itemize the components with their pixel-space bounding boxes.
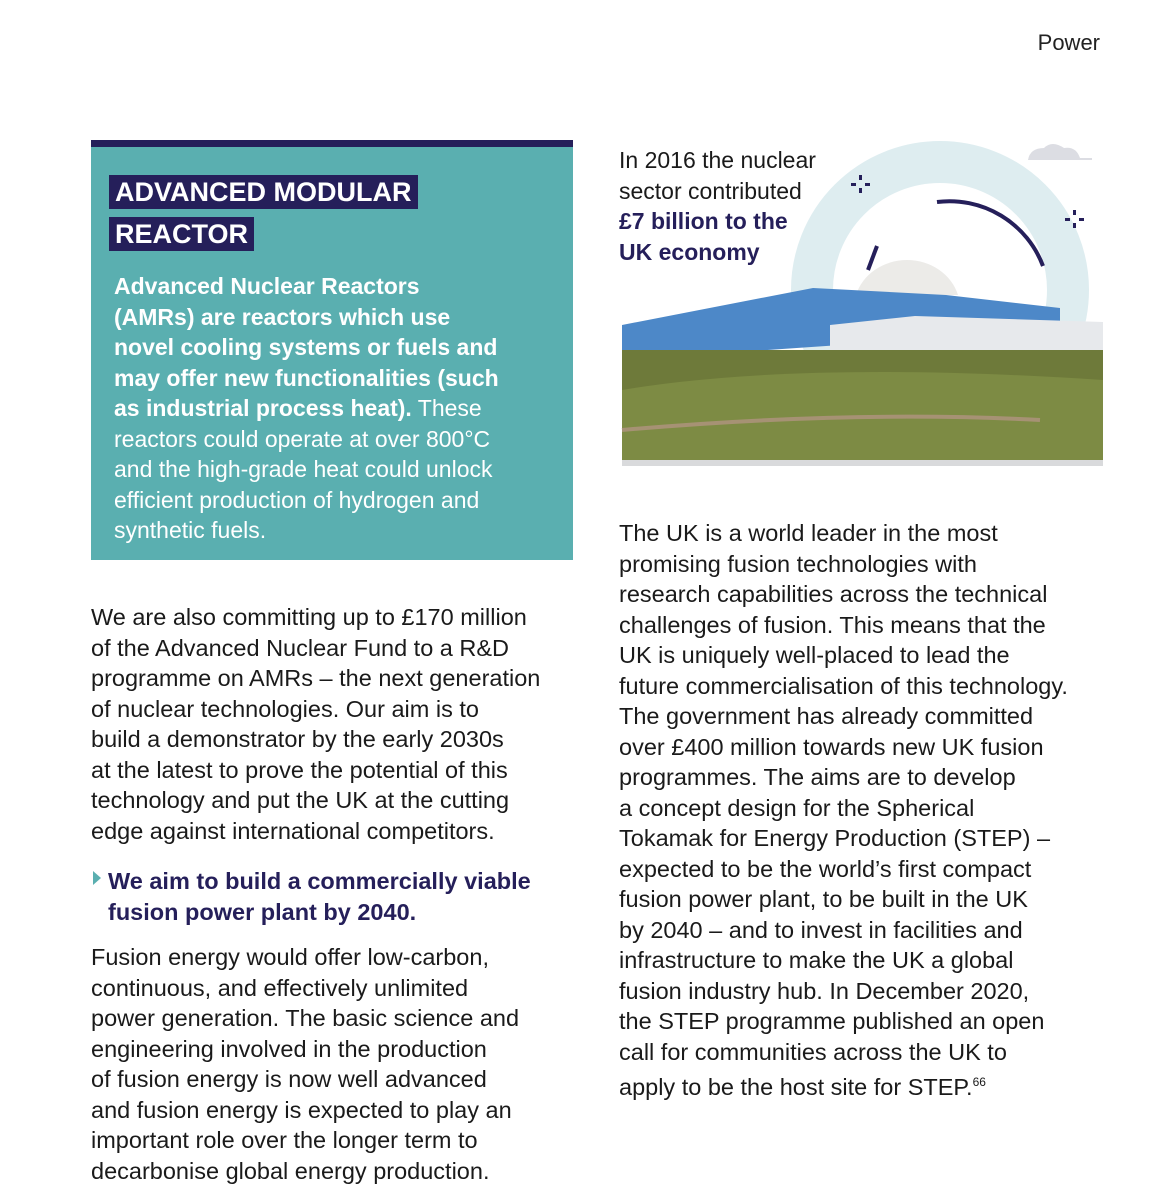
box-line: (AMRs) are reactors which use: [114, 303, 451, 330]
box-title: [109, 175, 418, 259]
text-line: fusion power plant, to be built in the UK: [619, 886, 1028, 912]
box-line: reactors could operate at over 800°C: [114, 425, 491, 452]
section-header: Power: [1037, 30, 1100, 55]
cloud-icon: [1026, 144, 1092, 160]
text-line: promising fusion technologies with: [619, 550, 977, 577]
arc-accent: [868, 246, 877, 270]
text-line: apply to be the host site for STEP.: [619, 1073, 973, 1100]
text-line: challenges of fusion. This means that the: [619, 611, 1046, 638]
text-line: of nuclear technologies. Our aim is to: [91, 695, 479, 722]
text-line: a concept design for the Spherical: [619, 794, 975, 821]
box-line: These: [411, 395, 482, 421]
text-line: call for communities across the UK to: [619, 1038, 1007, 1065]
text-line: future commercialisation of this technology.: [619, 672, 1068, 699]
text-line: the STEP programme published an open: [619, 1008, 1045, 1034]
text-line: Tokamak for Energy Production (STEP) –: [619, 825, 1051, 851]
callout-text: [108, 866, 531, 927]
footnote-ref[interactable]: 66: [972, 1075, 986, 1089]
text-line: We aim to build a commercially viable: [108, 868, 531, 894]
text-line: fusion industry hub. In December 2020,: [619, 977, 1030, 1004]
text-line: Fusion energy would offer low-carbon,: [91, 944, 489, 970]
box-line: efficient production of hydrogen and: [114, 486, 480, 513]
text-line: at the latest to prove the potential of this: [91, 756, 508, 783]
text-line: of the Advanced Nuclear Fund to a R&D: [91, 634, 510, 661]
amr-info-box: [91, 140, 573, 560]
stat-highlight: UK economy: [619, 238, 760, 265]
text-line: UK is uniquely well-placed to lead the: [619, 642, 1010, 668]
stat-highlight: £7 billion to the: [619, 208, 788, 234]
text-line: continuous, and effectively unlimited: [91, 974, 469, 1001]
left-paragraph-2: [91, 942, 519, 1186]
text-line: fusion power plant by 2040.: [108, 898, 417, 925]
text-line: over £400 million towards new UK fusion: [619, 733, 1044, 760]
text-line: The government has already committed: [619, 703, 1034, 729]
box-line: novel cooling systems or fuels and: [114, 334, 498, 360]
box-title-line: ADVANCED MODULAR: [109, 175, 418, 209]
box-line: as industrial process heat).: [114, 395, 412, 421]
text-line: build a demonstrator by the early 2030s: [91, 726, 504, 752]
text-line: technology and put the UK at the cutting: [91, 787, 510, 813]
right-paragraph: [619, 518, 1068, 1102]
text-line: decarbonise global energy production.: [91, 1157, 490, 1184]
text-line: expected to be the world’s first compact: [619, 855, 1032, 882]
triangle-bullet-icon: [93, 871, 101, 885]
box-body: [114, 271, 554, 546]
box-line: and the high-grade heat could unlock: [114, 456, 493, 482]
text-line: research capabilities across the technical: [619, 581, 1048, 607]
left-paragraph-1: [91, 602, 540, 846]
box-line: may offer new functionalities (such: [114, 364, 499, 391]
text-line: of fusion energy is now well advanced: [91, 1066, 487, 1092]
text-line: important role over the longer term to: [91, 1127, 478, 1153]
stat-line: sector contributed: [619, 177, 802, 204]
text-line: and fusion energy is expected to play an: [91, 1096, 512, 1123]
text-line: edge against international competitors.: [91, 817, 495, 844]
text-line: by 2040 – and to invest in facilities and: [619, 916, 1023, 943]
text-line: programmes. The aims are to develop: [619, 764, 1016, 790]
box-line: synthetic fuels.: [114, 517, 267, 543]
stat-line: In 2016 the nuclear: [619, 147, 816, 173]
text-line: programme on AMRs – the next generation: [91, 665, 541, 691]
text-line: power generation. The basic science and: [91, 1005, 520, 1031]
text-line: engineering involved in the production: [91, 1035, 487, 1062]
text-line: infrastructure to make the UK a global: [619, 947, 1014, 973]
text-line: We are also committing up to £170 million: [91, 604, 527, 630]
box-line: Advanced Nuclear Reactors: [114, 273, 420, 299]
box-title-line: REACTOR: [109, 217, 254, 251]
nuclear-economy-stat: [619, 145, 816, 267]
text-line: The UK is a world leader in the most: [619, 520, 998, 546]
